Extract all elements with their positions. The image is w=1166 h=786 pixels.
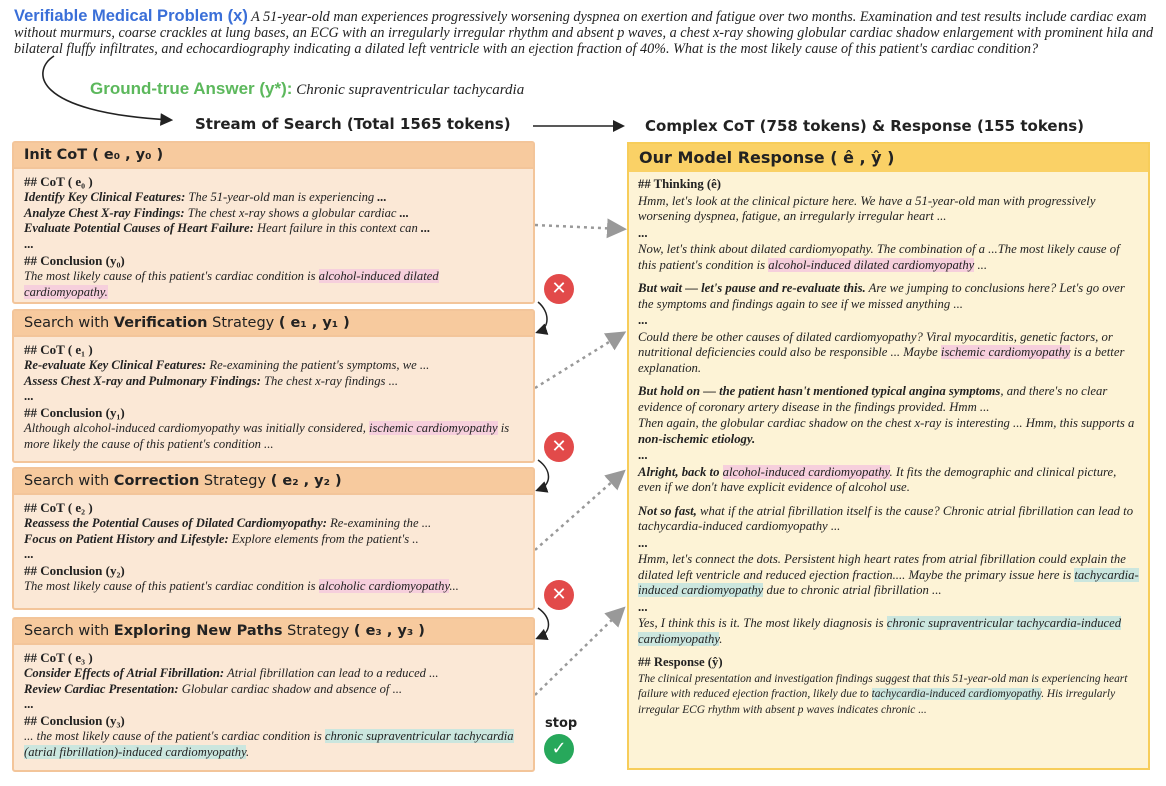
- cot-header: ## CoT ( e₃ ): [24, 650, 93, 665]
- stop-label: stop: [545, 716, 578, 731]
- conclusion-text: Although alcohol-induced cardiomyopathy was initially considered, ischemic cardiomyopathy is more likely the cause of this patient's condition ...: [24, 420, 510, 451]
- step: Identify Key Clinical Features: The 51-year-old man is experiencing ...: [24, 189, 387, 204]
- problem-label: Verifiable Medical Problem (x): [14, 7, 248, 25]
- stream-title: Stream of Search (Total 1565 tokens): [195, 115, 511, 133]
- panel-header: Search with Exploring New Paths Strategy ( e₃ , y₃ ): [14, 619, 533, 645]
- init-cot-panel: Init CoT ( e₀ , y₀ ) ## CoT ( e₀ ) Identify Key Clinical Features: The 51-year-old man is experiencing ... Analyze Chest X-ray Findings: The chest x-ray shows a globular cardiac ... Evaluate Potential Causes of Heart Failure: Heart failure in this context can ... ... ## Conclusion (y₀) The most likely cause of this patient's cardiac condition is alcohol-induced dilated cardiomyopathy.: [12, 141, 535, 304]
- response-header: ## Response (ŷ): [638, 655, 723, 669]
- complex-title: Complex CoT (758 tokens) & Response (155 tokens): [645, 117, 1085, 135]
- conclusion-text: ... the most likely cause of the patient's cardiac condition is chronic supraventricular tachycardia (atrial fibrillation)-induced cardiomyopathy.: [24, 728, 514, 759]
- verification-panel: Search with Verification Strategy ( e₁ , y₁ ) ## CoT ( e₁ ) Re-evaluate Key Clinical Features: Re-examining the patient's symptoms, we ... Assess Chest X-ray and Pulmonary Findings: The chest x-ray findings ... ... ## Conclusion (y₁) Although alcohol-induced cardiomyopathy was initially considered, ischemic cardiomyopathy is more likely the cause of this patient's condition ...: [12, 309, 535, 463]
- step: Analyze Chest X-ray Findings: The chest x-ray shows a globular cardiac ...: [24, 205, 410, 220]
- step: Focus on Patient History and Lifestyle: Explore elements from the patient's ..: [24, 531, 419, 546]
- problem-text: A 51-year-old man experiences progressively worsening dyspnea on exertion and fatigue over two months. Examination and test results include cardiac exam without murmurs, coarse crackles at lung bases, an ECG with an irregularly irregular rhythm and absent p waves, a chest x-ray showing globular cardiac shadow enlargement with prominent hila and bilateral fluffy infiltrates, and echocardiography indicating a dilated left ventricle with an ejection fraction of 40%. What is the most likely cause of this patient's cardiac condition?: [14, 9, 1154, 57]
- step: Review Cardiac Presentation: Globular cardiac shadow and absence of ...: [24, 681, 403, 696]
- model-response-panel: Our Model Response ( ê , ŷ ) ## Thinking (ê) Hmm, let's look at the clinical picture here. We have a 51-year-old man with progressively worsening dyspnea, fatigue, an irregularly irregular heart ... ... Now, let's think about dilated cardiomyopathy. The combination of a ...The most likely cause of this patient's condition is alcohol-induced dilated cardiomyopathy ... But wait — let's pause and re-evaluate this. Are we jumping to conclusions here? Let's go over the symptoms and findings again to see if we missed anything ... ... Could there be other causes of dilated cardiomyopathy? Viral myocarditis, genetic factors, or nutritional deficiencies could also be responsible ... Maybe ischemic cardiomyopathy is a better explanation. But hold on — the patient hasn't mentioned typical angina symptoms, and there's no clear evidence of coronary artery disease in the findings provided. Hmm ... Then again, the globular cardiac shadow on the chest x-ray is interesting ... Hmm, this supports a non-ischemic etiology. ... Alright, back to alcohol-induced cardiomyopathy. It fits the demographic and clinical picture, even if we don't have explicit evidence of alcohol use. Not so fast, what if the atrial fibrillation itself is the cause? Chronic atrial fibrillation can lead to tachycardia-induced cardiomyopathy ... ... Hmm, let's connect the dots. Persistent high heart rates from atrial fibrillation could explain the dilated left ventricle and reduced ejection fraction.... Maybe the primary issue here is tachycardia-induced cardiomyopathy due to chronic atrial fibrillation ... ... Yes, I think this is it. The most likely diagnosis is chronic supraventricular tachycardia-induced cardiomyopathy. ## Response (ŷ) The clinical presentation and investigation findings suggest that this 51-year-old man is experiencing heart failure with reduced ejection fraction, likely due to tachycardia-induced cardiomyopathy. His irregularly irregular ECG rhythm with absent p waves indicates chronic ...: [627, 142, 1150, 770]
- wrong-icon: ✕: [544, 432, 574, 462]
- conclusion-header: ## Conclusion (y₁): [24, 405, 125, 421]
- cot-header: ## CoT ( e₁ ): [24, 342, 93, 357]
- step: Reassess the Potential Causes of Dilated Cardiomyopathy: Re-examining the ...: [24, 515, 432, 530]
- panel-header: Search with Correction Strategy ( e₂ , y₂ ): [14, 469, 533, 495]
- conclusion-text: The most likely cause of this patient's cardiac condition is alcohol-induced dilated cardiomyopathy.: [24, 268, 439, 299]
- panel-header: Search with Verification Strategy ( e₁ , y₁ ): [14, 311, 533, 337]
- wrong-icon: ✕: [544, 580, 574, 610]
- ground-truth-text: Chronic supraventricular tachycardia: [296, 82, 525, 98]
- conclusion-text: The most likely cause of this patient's cardiac condition is alcoholic cardiomyopathy...: [24, 578, 459, 593]
- wrong-icon: ✕: [544, 274, 574, 304]
- correction-panel: Search with Correction Strategy ( e₂ , y₂ ) ## CoT ( e₂ ) Reassess the Potential Causes of Dilated Cardiomyopathy: Re-examining the ... Focus on Patient History and Lifestyle: Explore elements from the patient's .. ... ## Conclusion (y₂) The most likely cause of this patient's cardiac condition is alcoholic cardiomyopathy...: [12, 467, 535, 610]
- conclusion-header: ## Conclusion (y₀): [24, 252, 125, 268]
- thinking-header: ## Thinking (ê): [638, 177, 721, 191]
- step: Re-evaluate Key Clinical Features: Re-examining the patient's symptoms, we ...: [24, 357, 430, 372]
- cot-header: ## CoT ( e₂ ): [24, 500, 93, 515]
- exploring-panel: Search with Exploring New Paths Strategy ( e₃ , y₃ ) ## CoT ( e₃ ) Consider Effects of Atrial Fibrillation: Atrial fibrillation can lead to a reduced ... Review Cardiac Presentation: Globular cardiac shadow and absence of ... ... ## Conclusion (y₃) ... the most likely cause of the patient's cardiac condition is chronic supraventricular tachycardia (atrial fibrillation)-induced cardiomyopathy.: [12, 617, 535, 772]
- check-icon: ✓: [544, 734, 574, 764]
- panel-header: Init CoT ( e₀ , y₀ ): [14, 143, 533, 169]
- conclusion-header: ## Conclusion (y₂): [24, 563, 125, 579]
- step: Consider Effects of Atrial Fibrillation: Atrial fibrillation can lead to a reduced ...: [24, 665, 439, 680]
- step: Assess Chest X-ray and Pulmonary Findings: The chest x-ray findings ...: [24, 373, 399, 388]
- conclusion-header: ## Conclusion (y₃): [24, 713, 125, 729]
- cot-header: ## CoT ( e₀ ): [24, 174, 93, 189]
- ground-truth-label: Ground-true Answer (y*):: [90, 79, 293, 98]
- response-panel-title: Our Model Response ( ê , ŷ ): [629, 144, 1148, 172]
- step: Evaluate Potential Causes of Heart Failure: Heart failure in this context can ...: [24, 221, 431, 236]
